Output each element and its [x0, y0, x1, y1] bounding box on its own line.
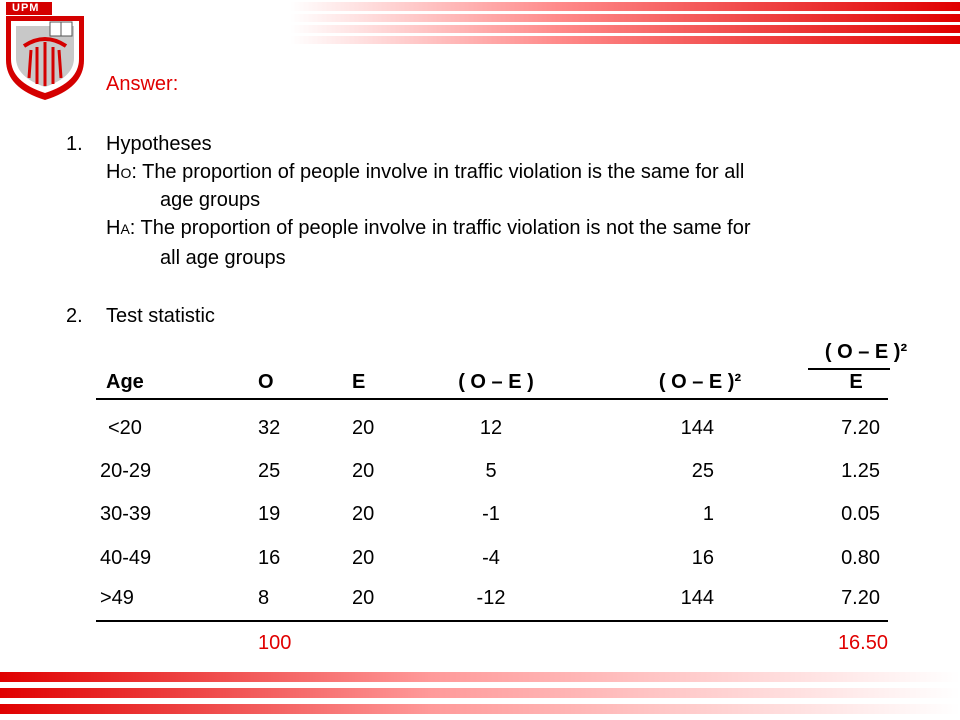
cell-o: 25	[258, 460, 281, 482]
cell-sq: 144	[680, 587, 714, 609]
cell-age: 30-39	[100, 503, 152, 525]
ha-text: : The proportion of people involve in traffic violation is not the same for	[129, 217, 751, 239]
cell-o: 19	[258, 503, 281, 525]
header-fraction-denominator: E	[849, 371, 863, 393]
footer-stripes	[0, 668, 960, 720]
null-hypothesis-cont: age groups	[160, 189, 261, 211]
alt-hypothesis-cont: all age groups	[160, 247, 286, 269]
cell-sq: 1	[702, 503, 714, 525]
cell-e: 20	[352, 503, 375, 525]
header-stripes	[290, 0, 960, 48]
cell-ratio: 7.20	[841, 587, 880, 609]
cell-e: 20	[352, 460, 375, 482]
section-title-test-statistic: Test statistic	[106, 305, 215, 327]
header-diff: ( O – E )	[458, 371, 534, 393]
upm-logo	[4, 2, 86, 102]
header-o: O	[258, 371, 274, 393]
h0-text: : The proportion of people involve in traffic violation is the same for all	[131, 161, 745, 183]
total-rule	[96, 620, 888, 622]
section-title-hypotheses: Hypotheses	[106, 133, 212, 155]
header-e: E	[352, 371, 366, 393]
ha-symbol: H	[106, 217, 121, 239]
cell-age: <20	[108, 417, 142, 439]
cell-ratio: 0.80	[841, 547, 880, 569]
answer-label: Answer:	[106, 73, 179, 95]
h0-subscript: O	[120, 165, 132, 181]
chi-square-table	[96, 336, 908, 666]
cell-o: 16	[258, 547, 281, 569]
cell-diff: 12	[479, 417, 503, 439]
total-ratio: 16.50	[837, 632, 888, 654]
header-rule	[96, 398, 888, 400]
cell-e: 20	[352, 417, 375, 439]
cell-sq: 16	[691, 547, 714, 569]
cell-age: >49	[100, 587, 134, 609]
total-o: 100	[258, 632, 292, 654]
ha-subscript: A	[120, 221, 130, 237]
header-age: Age	[106, 371, 144, 393]
cell-sq: 25	[691, 460, 714, 482]
cell-o: 32	[258, 417, 281, 439]
cell-ratio: 1.25	[841, 460, 880, 482]
cell-diff: -12	[476, 587, 506, 609]
null-hypothesis	[106, 160, 744, 185]
cell-diff: -1	[482, 503, 500, 525]
cell-age: 20-29	[100, 460, 152, 482]
upm-crest-icon	[4, 2, 86, 102]
cell-sq: 144	[680, 417, 714, 439]
cell-diff: 5	[485, 460, 497, 482]
section-number-1: 1.	[66, 133, 83, 155]
cell-ratio: 0.05	[841, 503, 880, 525]
cell-ratio: 7.20	[841, 417, 880, 439]
header-fraction-numerator: ( O – E )²	[824, 341, 908, 363]
section-number-2: 2.	[66, 305, 83, 327]
cell-e: 20	[352, 587, 375, 609]
cell-diff: -4	[482, 547, 500, 569]
cell-e: 20	[352, 547, 375, 569]
h0-symbol: H	[106, 161, 121, 183]
cell-age: 40-49	[100, 547, 152, 569]
alt-hypothesis	[106, 216, 751, 241]
cell-o: 8	[258, 587, 270, 609]
logo-text: UPM	[12, 2, 40, 14]
header-sq: ( O – E )²	[658, 371, 742, 393]
